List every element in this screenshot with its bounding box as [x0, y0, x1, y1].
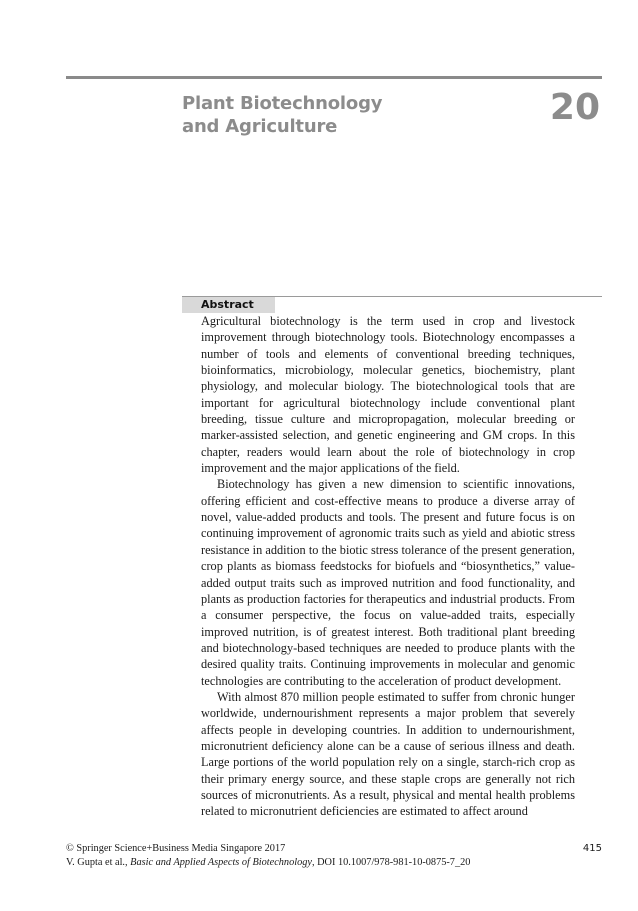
citation-line [66, 856, 546, 870]
chapter-title [182, 92, 482, 138]
citation-book-title: Basic and Applied Aspects of Biotechnology [130, 857, 312, 868]
abstract-paragraph-1: Agricultural biotechnology is the term used in crop and livestock improvement through biotechnology tools. Biotechnology encompasses a number of tools and elements of conventional breeding techniques, bioinformatics, microbiology, molecular genetics, biochemistry, plant physiology, and molecular biology. The biotechnological tools that are important for agricultural biotechnology include conventional plant breeding, tissue culture and micropropagation, molecular breeding or marker-assisted selection, and genetic engineering and GM crops. In this chapter, readers would learn about the role of biotechnology in crop improvement and the major applications of the field. [201, 314, 575, 476]
chapter-title-line-2: and Agriculture [182, 116, 338, 137]
abstract-paragraph-3: With almost 870 million people estimated to suffer from chronic hunger worldwide, undernourishment represents a major problem that severely affects people in developing countries. In addition to undernourishment, micronutrient deficiency alone can be a cause of serious illness and death. Large portions of the world population rely on a single, starch-rich crop as their primary energy source, and these staple crops are generally not rich sources of micronutrients. As a result, physical and mental health problems related to micronutrient deficiencies are estimated to affect around [201, 689, 575, 819]
footer-citation [66, 842, 546, 870]
abstract-label-box [182, 297, 275, 313]
header-rule [66, 76, 602, 79]
chapter-title-line-1: Plant Biotechnology [182, 93, 383, 114]
page-number: 415 [582, 843, 602, 854]
copyright-line: © Springer Science+Business Media Singapore 2017 [66, 843, 286, 854]
abstract-paragraph-2: Biotechnology has given a new dimension to scientific innovations, offering efficient and cost-effective means to produce a diverse array of novel, value-added products and tools. The present and future focus is on continuing improvement of agronomic traits such as yield and abiotic stress resistance in addition to the biotic stress tolerance of the present generation, crop plants as biomass feedstocks for biofuels and “biosynthetics,” value-added output traits such as improved nutrition and food functionality, and plants as production factories for therapeutics and industrial products. From a consumer perspective, the focus on value-added traits, especially improved nutrition, is of greatest interest. Both traditional plant breeding and biotechnology-based techniques are needed to produce plants with the desired quality traits. Continuing improvements in molecular and genomic technologies are contributing to the acceleration of product development. [201, 477, 575, 688]
chapter-number: 20 [549, 87, 600, 128]
citation-doi: , DOI 10.1007/978-981-10-0875-7_20 [311, 857, 471, 868]
citation-authors: V. Gupta et al., [66, 857, 131, 868]
abstract-label: Abstract [201, 298, 254, 311]
abstract-body [201, 313, 575, 820]
